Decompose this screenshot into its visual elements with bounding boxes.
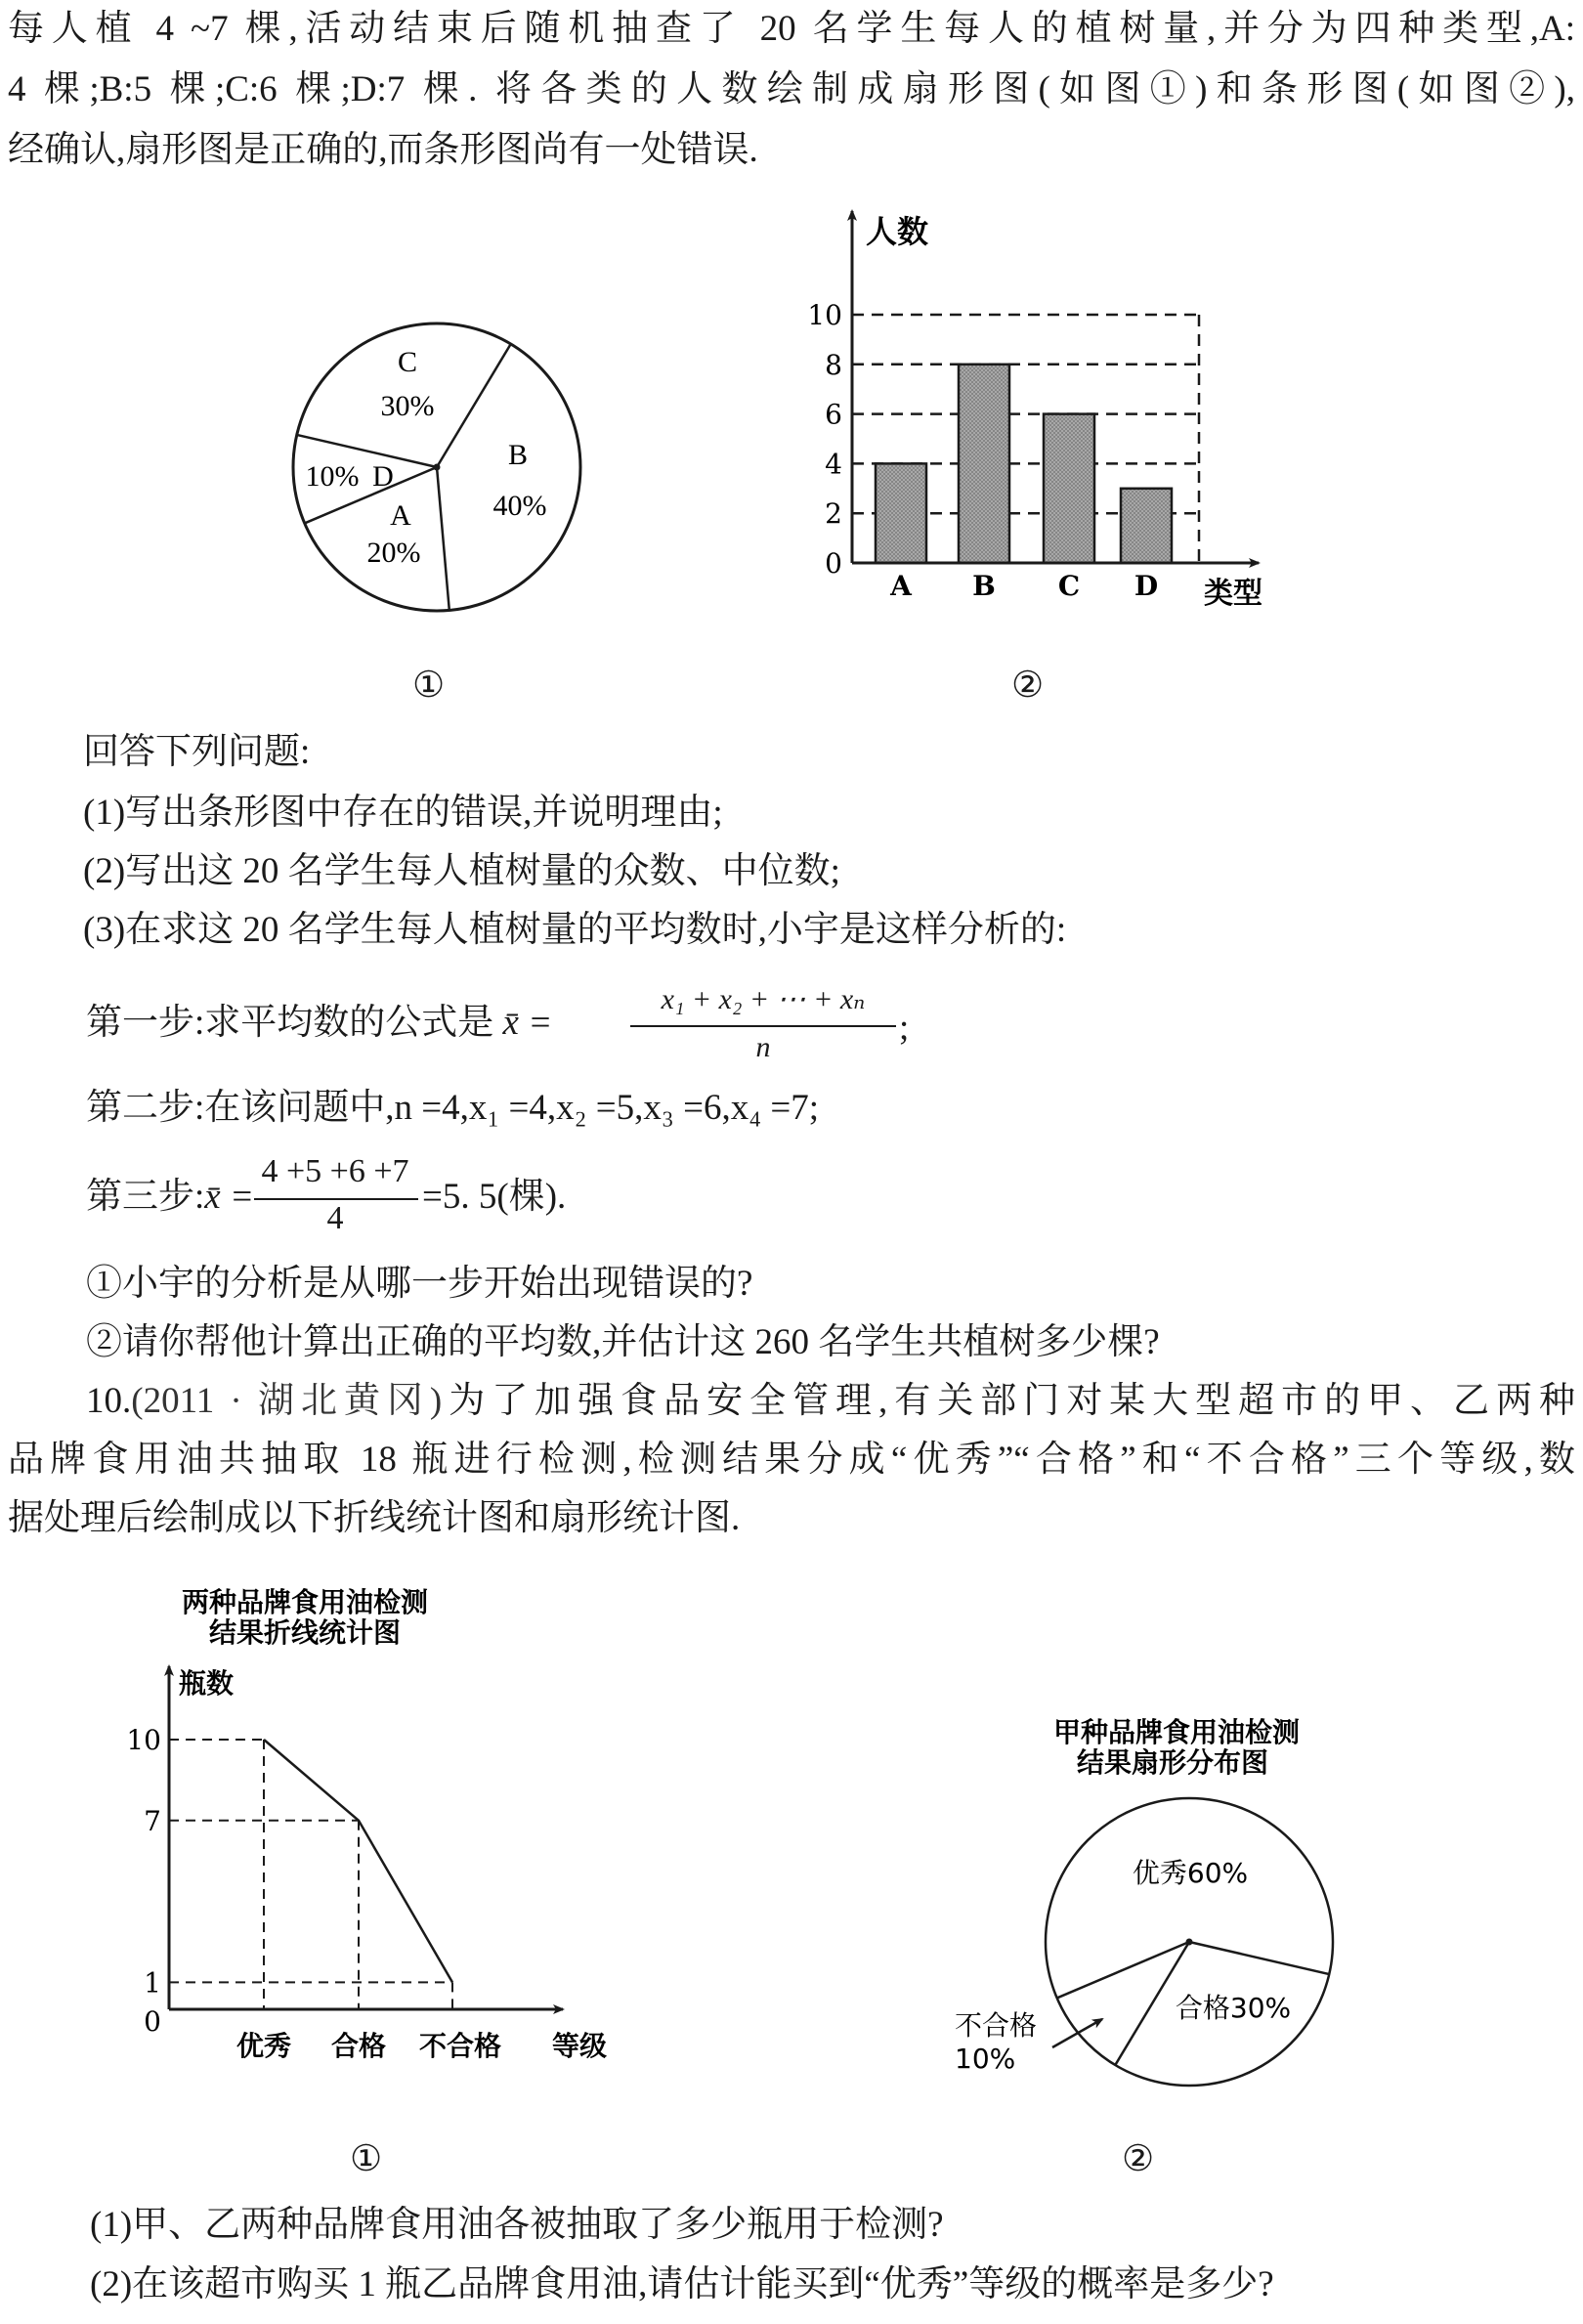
step1-text: 第一步:求平均数的公式是 [86,1003,494,1043]
pie2-label-qualified: 合格30% [1175,1992,1292,2024]
step2: 第二步:在该问题中,n =4,x₁ =4,x₂ =5,x₃ =6,x₄ =7; [86,1088,819,1128]
line-chart-title-1: 两种品牌食用油检测 [181,1586,429,1618]
line-x-category-label: 合格 [330,2030,387,2062]
line-y-tick-label: 0 [144,2005,161,2038]
pie2-label-excellent: 优秀60% [1132,1857,1249,1889]
problem10-line-1-text: 为了加强食品安全管理,有关部门对某大型超市的甲、乙两种 [442,1381,1575,1421]
bar-category-label: B [972,570,996,602]
step1-prefix [86,1002,552,1045]
intro-line-1: 每人植 4 ~7 棵,活动结束后随机抽查了 20 名学生每人的植树量,并分为四种类型,A: [8,9,1575,49]
questions-intro: 回答下列问题: [83,732,311,772]
figure-label-1: ① [412,666,446,706]
pie2-sector-boundary [1189,1942,1329,1974]
sub-question-1: ①小宇的分析是从哪一步开始出现错误的? [86,1264,753,1304]
bar-category-label: D [1134,570,1159,602]
pie2-title-1: 甲种品牌食用油检测 [1052,1716,1301,1748]
line-x-category-label: 优秀 [235,2030,292,2062]
pie2-sector-boundary [1057,1942,1189,1998]
problem10-number: 10. [86,1381,132,1421]
step1-numerator: x₁ + x₂ + ⋯ + xₙ [661,983,866,1015]
intro-line-3: 经确认,扇形图是正确的,而条形图尚有一处错误. [8,130,758,170]
pie-sector-boundary [437,467,449,610]
bar-y-tick-label: 10 [807,299,842,331]
pie-value-A: 20% [366,537,421,569]
pie-chart-planting-types [293,323,580,611]
problem10-line-2: 品牌食用油共抽取 18 瓶进行检测,检测结果分成“优秀”“合格”和“不合格”三个等级,数 [8,1440,1575,1480]
bar-D [1121,489,1172,563]
pie-label-A: A [390,499,411,532]
step1-suffix: ; [899,1008,910,1048]
problem10-question-2: (2)在该超市购买 1 瓶乙品牌食用油,请估计能买到“优秀”等级的概率是多少? [90,2264,1274,2304]
problem10-source: (2011 · 湖北黄冈) [131,1381,443,1421]
figure-label-4: ② [1122,2139,1155,2179]
line-y-tick-label: 10 [126,1724,161,1756]
question-1: (1)写出条形图中存在的错误,并说明理由; [83,793,723,833]
step3-suffix: =5. 5(棵). [422,1177,567,1217]
pie-center-dot [434,464,441,471]
step1-xbar: x̄ = [502,1003,553,1043]
line-chart-title-2: 结果折线统计图 [208,1616,402,1649]
pie-value-C: 30% [380,390,435,422]
figure-label-3: ① [350,2139,383,2179]
step3-numerator: 4 +5 +6 +7 [261,1153,409,1189]
pie-sector-boundary [437,344,511,467]
pie-label-D: D [372,460,394,493]
line-y-tick-label: 1 [144,1966,161,2000]
bar-y-tick-label: 4 [825,448,842,481]
bar-C [1044,414,1094,563]
line-x-axis-label: 等级 [552,2030,608,2062]
sub-question-2: ②请你帮他计算出正确的平均数,并估计这 260 名学生共植树多少棵? [86,1322,1160,1362]
line-y-tick-label: 7 [144,1804,161,1837]
step1-denominator: n [755,1031,771,1063]
bar-y-tick-label: 0 [825,547,842,580]
pie2-center-dot [1186,1939,1193,1946]
pie2-label-unqualified: 不合格 [955,2009,1038,2042]
bar-y-tick-label: 2 [825,497,842,531]
bar-A [876,463,926,563]
step1-fraction-bar [630,1025,896,1027]
bar-y-tick-label: 8 [825,348,842,381]
pie2-value-unqualified: 10% [955,2043,1016,2075]
question-2: (2)写出这 20 名学生每人植树量的众数、中位数; [83,851,840,891]
line-y-axis-label: 瓶数 [179,1667,235,1700]
step3-xbar: x̄ = [204,1177,254,1217]
bar-y-tick-label: 6 [825,398,842,431]
line-chart-oil-test [126,1586,607,2062]
step3-prefix [86,1176,254,1219]
line-x-category-label: 不合格 [418,2030,502,2062]
bar-category-label: A [890,570,912,602]
intro-line-2: 4 棵;B:5 棵;C:6 棵;D:7 棵. 将各类的人数绘制成扇形图(如图①)和条形图(如图②), [8,69,1575,109]
problem10-line-3: 据处理后绘制成以下折线统计图和扇形统计图. [8,1498,741,1538]
step3-text: 第三步: [86,1177,205,1217]
pie-chart-brand-a-oil [955,1716,1333,2086]
bar-y-axis-label: 人数 [866,213,929,250]
pie2-pointer-arrow [1052,2019,1102,2047]
pie2-title-2: 结果扇形分布图 [1076,1746,1269,1779]
bar-x-axis-label: 类型 [1204,577,1262,611]
bar-chart-planting-types [807,211,1262,611]
pie-label-C: C [397,346,418,378]
bar-B [959,365,1009,563]
pie-label-B: B [507,439,529,471]
step3-denominator: 4 [326,1200,344,1236]
pie-value-D: 10% [305,460,360,493]
problem10-line-1 [86,1380,1575,1423]
bar-category-label: C [1057,570,1081,602]
pie-value-B: 40% [492,490,547,522]
figure-label-2: ② [1011,666,1045,706]
problem10-question-1: (1)甲、乙两种品牌食用油各被抽取了多少瓶用于检测? [90,2205,944,2245]
question-3: (3)在求这 20 名学生每人植树量的平均数时,小宇是这样分析的: [83,910,1067,950]
